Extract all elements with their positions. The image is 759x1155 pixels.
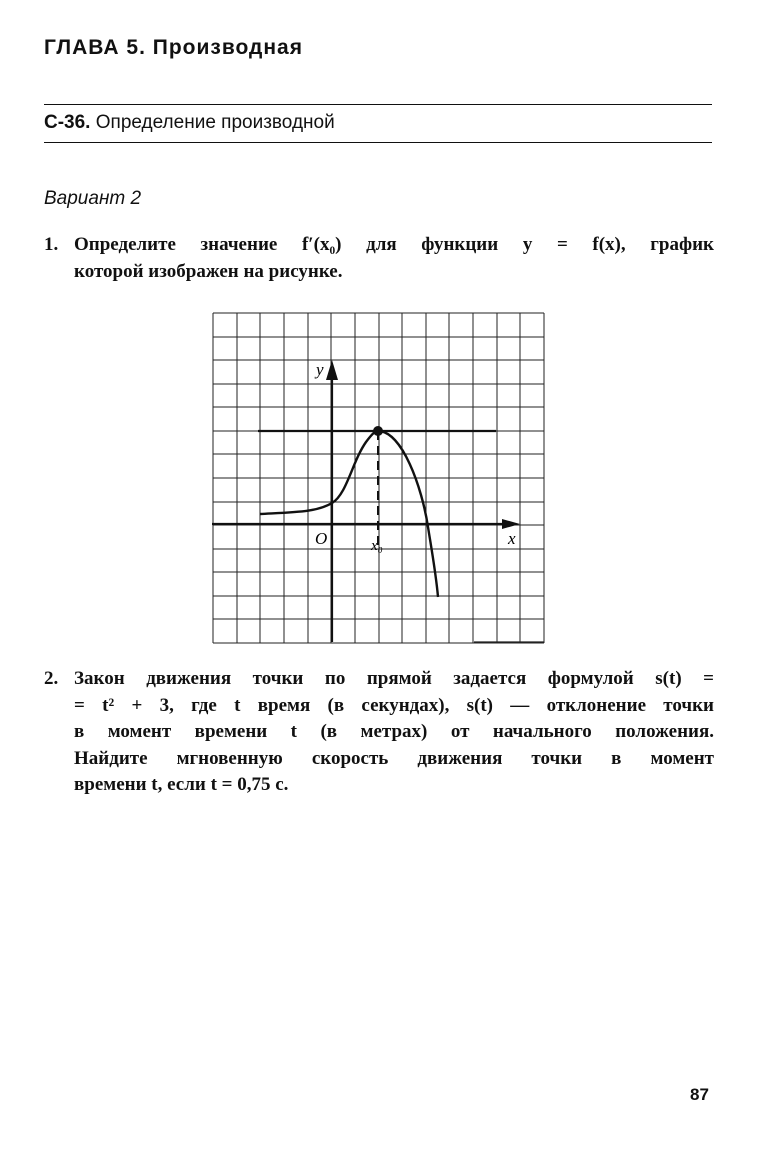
task-2-number: 2.	[44, 668, 59, 689]
function-graph	[212, 312, 546, 644]
task-2-line: Закон движения точки по прямой задается формулой s(t) =	[74, 668, 714, 689]
task-2-text	[74, 666, 714, 799]
section-title: Определение производной	[95, 112, 335, 133]
page-number: 87	[690, 1085, 709, 1104]
task-1-line: которой изображен на рисунке.	[74, 260, 343, 282]
variant-label: Вариант 2	[44, 188, 142, 209]
task-2-line: Найдите мгновенную скорость движения точки в момент	[74, 747, 714, 769]
task-2-line: = t² + 3, где t время (в секундах), s(t) — отклонение точки	[74, 694, 714, 716]
task-1-line: Определите значение f′(x₀) для функции y = f(x), график	[74, 234, 714, 255]
origin-label: O	[315, 529, 328, 548]
task-1	[44, 232, 714, 285]
x-axis-arrow	[502, 519, 520, 529]
top-rule	[44, 104, 712, 105]
section-code: С-36.	[44, 112, 91, 133]
tangent-point	[373, 426, 383, 436]
x0-label: x₀	[371, 538, 383, 554]
y-axis-label: y	[316, 360, 324, 379]
section-heading	[44, 112, 335, 134]
task-2-line: времени t, если t = 0,75 с.	[74, 774, 289, 795]
bottom-rule	[44, 142, 712, 143]
x-axis-label: x	[508, 529, 516, 548]
chapter-title: ГЛАВА 5. Производная	[44, 36, 303, 59]
task-2-line: в момент времени t (в метрах) от начального положения.	[74, 721, 714, 742]
task-1-text	[74, 232, 714, 285]
task-1-number: 1.	[44, 234, 59, 255]
task-2	[44, 666, 714, 799]
y-axis-arrow	[326, 360, 338, 380]
